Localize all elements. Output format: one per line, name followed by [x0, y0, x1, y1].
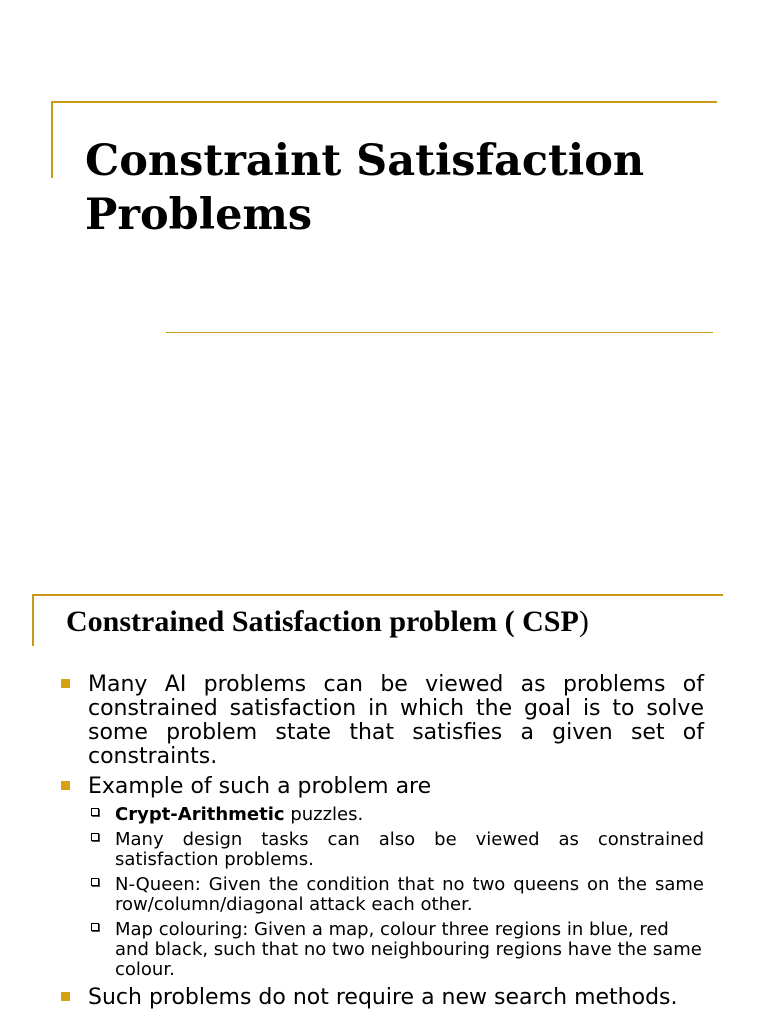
- hollow-square-bullet-icon: [91, 923, 99, 931]
- sub-list-item: [88, 830, 704, 870]
- sub-list-item: [88, 805, 704, 825]
- slide-title-line1: Constraint Satisfaction: [85, 136, 645, 186]
- list-item: [58, 986, 704, 1010]
- content-slide: [0, 560, 768, 1024]
- square-bullet-icon: [61, 679, 70, 688]
- sub-item-text: Map colouring: Given a map, colour three regions in blue, red and black, such that no two neighbouring regions have the same colour.: [115, 919, 702, 980]
- bullet-list: [58, 673, 704, 1016]
- hollow-square-bullet-icon: [91, 833, 99, 841]
- square-bullet-icon: [61, 992, 70, 1001]
- hollow-square-bullet-icon: [91, 808, 99, 816]
- hollow-square-bullet-icon: [91, 878, 99, 886]
- square-bullet-icon: [61, 781, 70, 790]
- list-item: [58, 775, 704, 799]
- sub-item-text: puzzles.: [284, 804, 364, 825]
- list-item-text: Example of such a problem are: [88, 774, 432, 799]
- heading-left-rule: [32, 594, 34, 646]
- title-top-rule: [51, 101, 717, 103]
- list-item: [58, 673, 704, 769]
- slide-title-line2: Problems: [85, 190, 313, 240]
- sub-item-lead: Crypt-Arithmetic: [115, 804, 285, 825]
- list-item-text: Many AI problems can be viewed as problems of constrained satisfaction in which the goal is to solve some problem state that satisfies a given set of constraints.: [88, 672, 704, 769]
- slide-heading: [66, 602, 726, 642]
- sub-item-text: Many design tasks can also be viewed as constrained satisfaction problems.: [115, 829, 704, 870]
- heading-top-rule: [32, 594, 723, 596]
- sub-list-item: [88, 920, 704, 980]
- sub-list-item: [88, 875, 704, 915]
- slide-heading-paren: ): [578, 605, 589, 638]
- sub-item-text: N-Queen: Given the condition that no two queens on the same row/column/diagonal attack each other.: [115, 874, 704, 915]
- title-left-rule: [51, 101, 53, 178]
- slide-heading-text: Constrained Satisfaction problem ( CSP: [66, 605, 579, 638]
- title-bottom-rule: [166, 332, 713, 333]
- sub-list: [88, 805, 704, 980]
- list-item-text: Such problems do not require a new search methods.: [88, 985, 678, 1010]
- slide-title: [85, 134, 725, 242]
